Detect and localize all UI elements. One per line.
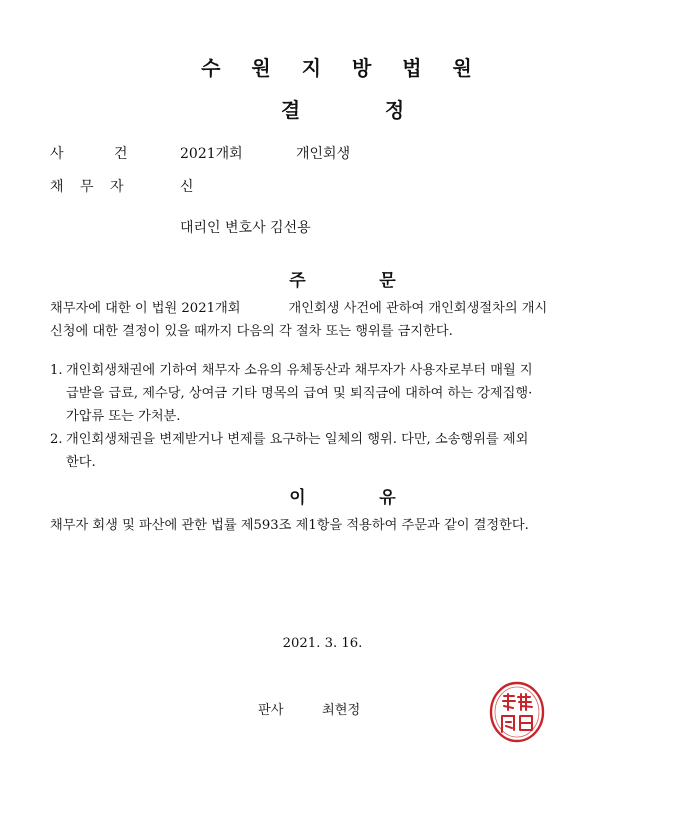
list-item-line: 가압류 또는 가처분. <box>66 409 181 424</box>
list-item-line: 급받을 급료, 제수당, 상여금 기타 명목의 급여 및 퇴직금에 대하여 하는 강제집행· <box>66 386 533 401</box>
debtor-label-char-3: 자 <box>110 179 124 195</box>
decision-date: 2021. 3. 16. <box>282 636 363 651</box>
list-item-line: 개인회생채권을 변제받거나 변제를 요구하는 일체의 행위. 다만, 소송행위를 제외 <box>66 432 529 447</box>
order-line-2: 신청에 대한 결정이 있을 때까지 다음의 각 절차 또는 행위를 금지한다. <box>50 324 453 339</box>
representative: 대리인 변호사 김선용 <box>180 220 311 236</box>
list-item <box>50 428 640 474</box>
reason-heading-char-1: 이 <box>289 488 306 508</box>
seal-ring <box>491 683 543 741</box>
order-line-1-b: 개인회생 사건에 관하여 개인회생절차의 개시 <box>288 301 548 316</box>
order-heading-char-2: 문 <box>379 271 396 291</box>
official-seal-icon <box>488 680 546 744</box>
order-list <box>50 359 640 474</box>
reason-heading <box>0 483 685 508</box>
list-item-line: 개인회생채권에 기하여 채무자 소유의 유체동산과 채무자가 사용자로부터 매월 지 <box>66 363 533 378</box>
reason-heading-char-2: 유 <box>379 488 396 508</box>
list-item-line: 한다. <box>66 455 96 470</box>
case-label-char-2: 건 <box>114 146 128 162</box>
court-name: 수 원 지 방 법 원 <box>201 56 484 80</box>
case-number: 2021개회 <box>180 146 243 162</box>
title-char-1: 결 <box>280 98 301 122</box>
judge-signature-line <box>258 699 360 718</box>
title-char-2: 정 <box>384 98 405 122</box>
order-line-1-a: 채무자에 대한 이 법원 2021개회 <box>50 301 241 316</box>
list-item <box>50 359 640 428</box>
seal-glyphs <box>502 694 532 732</box>
order-paragraph <box>50 297 640 343</box>
document-title <box>0 94 685 123</box>
case-type: 개인회생 <box>296 146 351 162</box>
case-label-char-1: 사 <box>50 146 64 162</box>
debtor-name: 신 <box>180 179 194 195</box>
judge-title: 판사 <box>258 703 284 718</box>
debtor-label-char-2: 무 <box>80 179 94 195</box>
list-item-number: 2. <box>50 432 63 447</box>
order-line-1 <box>50 297 640 320</box>
judge-name: 최현정 <box>322 703 361 718</box>
order-heading-char-1: 주 <box>289 271 306 291</box>
list-item-number: 1. <box>50 363 63 378</box>
order-heading <box>0 266 685 291</box>
reason-paragraph: 채무자 회생 및 파산에 관한 법률 제593조 제1항을 적용하여 주문과 같이 결정한다. <box>50 518 529 533</box>
debtor-label <box>50 176 140 196</box>
debtor-label-char-1: 채 <box>50 179 64 195</box>
case-label <box>50 143 144 163</box>
